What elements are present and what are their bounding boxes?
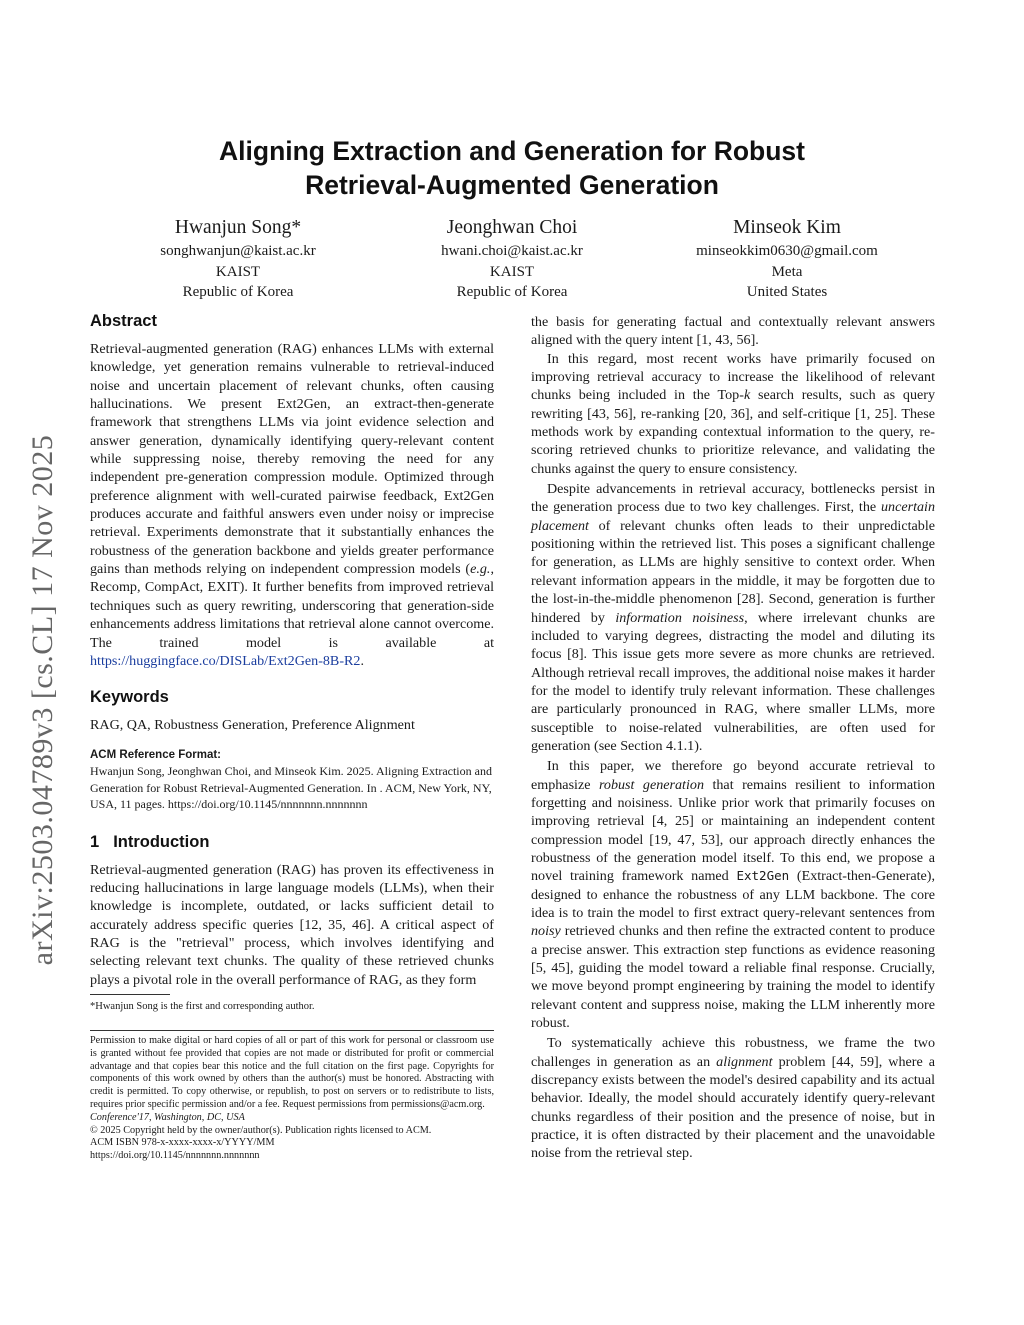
right-paragraph-4: To systematically achieve this robustness, we frame the two challenges in generation as an alignment problem [44, 59], where a discrepancy exists between the model's desired capability and its actual behavior. Ideally, the model should accurately identify query-relevant chunks regardless of their position and the presence of noise, but in practice, it is often distracted by their placement and the unavoidable noise from the retrieval step. bbox=[531, 1035, 935, 1162]
author-email: songhwanjun@kaist.ac.kr bbox=[160, 243, 316, 259]
author-1 bbox=[88, 214, 388, 303]
right-paragraph-1: In this regard, most recent works have primarily focused on improving retrieval accuracy to increase the likelihood of relevant chunks being included in the Top-k search results, such as query rewriting [43, 56], re-ranking [20, 36], and self-critique [1, 25]. These methods work by expanding contextual information to the query, re-scoring retrieved chunks to prioritize relevance, and validating the chunks against the query to ensure consistency. bbox=[531, 350, 935, 477]
author-name: Hwanjun Song* bbox=[174, 217, 302, 238]
isbn-line: ACM ISBN 978-x-xxxx-xxxx-x/YYYY/MM bbox=[90, 1137, 275, 1149]
title-line-1: Aligning Extraction and Generation for Robust bbox=[219, 136, 805, 166]
author-org: Meta bbox=[771, 263, 803, 280]
right-paragraph-3: In this paper, we therefore go beyond accurate retrieval to emphasize robust generation that remains resilient to information forgetting and noisiness. Unlike prior work that primarily focuses on improving retrieval [4, 25] or maintaining an independent content compression model [19, 47, 53], our approach directly enhances the robustness of the generation model itself. To this end, we propose a novel training framework named Ext2Gen (Extract-then-Generate), designed to enhance the robustness of any LLM backbone. The core idea is to train the model to first extract query-relevant sentences from noisy retrieved chunks and then refine the extracted content to produce a precise answer. This extraction step functions as evidence reasoning [5, 45], guiding the model toward a reliable final response. Crucially, we move beyond prompt engineering by training the model to identify relevant content and suppress noise, making the LLM inherently more robust. bbox=[531, 758, 935, 1032]
permission-text: Permission to make digital or hard copies of all or part of this work for personal or classroom use is granted without fee provided that copies are not made or distributed for profit or commercial advantage and that copies bear this notice and the full citation on the first page. Copyrights for components of this work owned by others than the author(s) must be honored. Abstracting with credit is permitted. To copy otherwise, or republish, to post on servers or to redistribute to lists, requires prior specific permission and/or a fee. Request permissions from permissions@acm.org. bbox=[90, 1035, 494, 1110]
author-2 bbox=[362, 214, 662, 303]
author-email: hwani.choi@kaist.ac.kr bbox=[441, 243, 583, 259]
title-line-2: Retrieval-Augmented Generation bbox=[305, 170, 719, 200]
keywords-text: RAG, QA, Robustness Generation, Preference Alignment bbox=[90, 717, 415, 734]
copyright-line: © 2025 Copyright held by the owner/author(s). Publication rights licensed to ACM. bbox=[90, 1124, 432, 1136]
footnote-divider bbox=[90, 994, 170, 995]
doi-line: https://doi.org/10.1145/nnnnnnn.nnnnnnn bbox=[90, 1150, 260, 1162]
abstract-heading: Abstract bbox=[90, 312, 157, 330]
author-country: United States bbox=[746, 284, 828, 300]
author-email: minseokkim0630@gmail.com bbox=[696, 243, 878, 259]
author-name: Minseok Kim bbox=[733, 217, 841, 238]
paper-title bbox=[90, 134, 934, 202]
left-column bbox=[90, 310, 494, 989]
model-link[interactable]: https://huggingface.co/DISLab/Ext2Gen-8B-R2 bbox=[90, 652, 361, 669]
permission-divider bbox=[90, 1030, 494, 1031]
author-org: KAIST bbox=[489, 263, 535, 280]
author-name: Jeonghwan Choi bbox=[446, 217, 578, 238]
acm-reference-format bbox=[90, 747, 494, 813]
permission-block bbox=[90, 1035, 494, 1163]
intro-paragraph-1: Retrieval-augmented generation (RAG) has proven its effectiveness in reducing hallucinations in large language models (LLMs), when their knowledge is incomplete, outdated, or lacks sufficient detail to accurately address specific queries [12, 35, 46]. A critical aspect of RAG is the "retrieval" process, which involves identifying and selecting relevant text chunks. The quality of these retrieved chunks plays a pivotal role in the overall performance of RAG, as they form bbox=[90, 861, 494, 988]
author-country: Republic of Korea bbox=[182, 284, 294, 300]
abstract-text: Retrieval-augmented generation (RAG) enhances LLMs with external knowledge, yet generation remains vulnerable to retrieval-induced noise and uncertain placement of relevant chunks, often causing hallucinations. We present Ext2Gen, an extract-then-generate framework that strengthens LLMs via joint evidence selection and answer generation, dynamically identifying query-relevant content while suppressing noise, thereby removing the need for any independent pre-generation compression module. Optimized through preference alignment with well-curated pairwise feedback, Ext2Gen produces accurate and faithful answers even under noisy or imprecise retrieval. Experiments demonstrate that it substantially enhances the robustness of the generation backbone and yields greater performance gains than methods relying on independent compression models (e.g., Recomp, CompAct, EXIT). It further benefits from improved retrieval techniques such as query rewriting, underscoring that generation-side enhancements address limitations that retrieval alone cannot overcome. The trained model is available at https://huggingface.co/DISLab/Ext2Gen-8B-R2. bbox=[90, 341, 494, 669]
author-block bbox=[90, 214, 934, 304]
footnote: *Hwanjun Song is the first and corresponding author. bbox=[90, 1001, 315, 1012]
right-paragraph-0: the basis for generating factual and contextually relevant answers aligned with the query intent [1, 43, 56]. bbox=[531, 314, 935, 349]
keywords-heading: Keywords bbox=[90, 688, 169, 707]
acm-reference-label: ACM Reference Format: bbox=[90, 748, 221, 761]
intro-heading: 1 Introduction bbox=[90, 832, 210, 851]
arxiv-identifier: arXiv:2503.04789v3 [cs.CL] 17 Nov 2025 bbox=[26, 434, 59, 966]
author-3 bbox=[637, 214, 937, 303]
acm-reference-text: Hwanjun Song, Jeonghwan Choi, and Minseok Kim. 2025. Aligning Extraction and Generation for Robust Retrieval-Augmented Generation. In . ACM, New York, NY, USA, 11 pages. https://doi.org/10.1145/nnnnnnn.nnnnnnn bbox=[90, 764, 492, 812]
author-country: Republic of Korea bbox=[456, 284, 568, 300]
right-paragraph-2: Despite advancements in retrieval accuracy, bottlenecks persist in the generation process due to two key challenges. First, the uncertain placement of relevant chunks often leads to their unpredictable positioning within the retrieved list. This poses a significant challenge for generation, as LLMs are highly sensitive to context order. When relevant information appears in the middle, it may be forgotten due to the lost-in-the-middle phenomenon [28]. Second, generation is further hindered by information noisiness, where irrelevant chunks are included to varying degrees, distracting the model and diluting its focus [8]. This issue gets more severe as more chunks are retrieved. Although retrieval recall improves, the additional noise makes it harder for the model to identify truly relevant information. These challenges are particularly pronounced in RAG, where smaller LLMs, more susceptible to noise-related vulnerabilities, are often used for generation (see Section 4.1.1). bbox=[531, 481, 936, 754]
right-column bbox=[531, 313, 935, 1163]
author-org: KAIST bbox=[215, 263, 261, 280]
conference-line: Conference'17, Washington, DC, USA bbox=[90, 1111, 245, 1123]
